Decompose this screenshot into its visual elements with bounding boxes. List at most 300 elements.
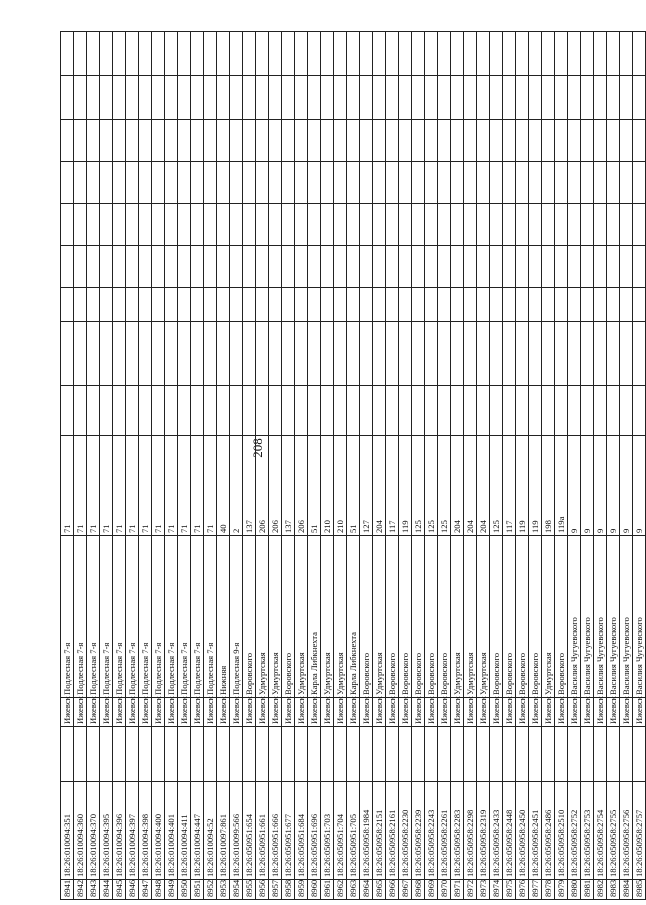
empty-cell — [204, 162, 217, 204]
row-number-cell: 8978 — [542, 880, 555, 900]
empty-cell — [334, 386, 347, 436]
blank-cell-cell: Ижевск — [633, 698, 646, 727]
empty-cell — [347, 204, 360, 246]
empty-cell — [191, 32, 204, 76]
empty-cell — [74, 32, 87, 76]
empty-cell — [230, 162, 243, 204]
house-number-cell: 137 — [282, 436, 295, 536]
row-number-cell: 8961 — [321, 880, 334, 900]
blank-cell-cell: Ижевск — [542, 698, 555, 727]
empty-cell — [555, 288, 568, 322]
empty-cell — [516, 727, 529, 782]
cadastral-number-cell: 18:26:050951:705 — [347, 782, 360, 880]
street-cell: Подлесная 7-я — [87, 536, 100, 698]
table-row — [373, 32, 386, 900]
cadastral-number-cell: 18:26:010094:360 — [74, 782, 87, 880]
empty-cell — [191, 386, 204, 436]
empty-cell — [87, 386, 100, 436]
empty-cell — [269, 727, 282, 782]
empty-cell — [139, 204, 152, 246]
empty-cell — [87, 120, 100, 162]
cadastral-number-cell: 18:26:010094:396 — [113, 782, 126, 880]
empty-cell — [334, 246, 347, 288]
house-number-cell: 206 — [256, 436, 269, 536]
row-number-cell: 8968 — [412, 880, 425, 900]
row-number-cell: 8945 — [113, 880, 126, 900]
table-row — [581, 32, 594, 900]
empty-cell — [412, 120, 425, 162]
house-number-cell: 2 — [230, 436, 243, 536]
empty-cell — [217, 727, 230, 782]
cadastral-number-cell: 18:26:010094:52 — [204, 782, 217, 880]
empty-cell — [360, 322, 373, 386]
empty-cell — [594, 76, 607, 120]
empty-cell — [568, 120, 581, 162]
street-cell: Удмуртская — [451, 536, 464, 698]
empty-cell — [633, 204, 646, 246]
cadastral-number-cell: 18:26:050951:684 — [295, 782, 308, 880]
empty-cell — [425, 120, 438, 162]
empty-cell — [334, 162, 347, 204]
empty-cell — [464, 246, 477, 288]
blank-cell-cell: Ижевск — [464, 698, 477, 727]
street-cell: Подлесная 7-я — [126, 536, 139, 698]
row-number-cell: 8967 — [399, 880, 412, 900]
cadastral-number-cell: 18:26:050958:2754 — [594, 782, 607, 880]
row-number-cell: 8975 — [503, 880, 516, 900]
empty-cell — [542, 162, 555, 204]
row-number-cell: 8976 — [516, 880, 529, 900]
empty-cell — [113, 204, 126, 246]
empty-cell — [360, 288, 373, 322]
empty-cell — [126, 322, 139, 386]
street-cell: Воровского — [438, 536, 451, 698]
table-row — [100, 32, 113, 900]
cadastral-number-cell: 18:26:050958:2752 — [568, 782, 581, 880]
empty-cell — [191, 120, 204, 162]
row-number-cell: 8947 — [139, 880, 152, 900]
empty-cell — [74, 204, 87, 246]
house-number-cell: 210 — [321, 436, 334, 536]
empty-cell — [542, 386, 555, 436]
empty-cell — [61, 120, 74, 162]
empty-cell — [581, 246, 594, 288]
table-row — [191, 32, 204, 900]
house-number-cell: 204 — [373, 436, 386, 536]
blank-cell-cell: Ижевск — [126, 698, 139, 727]
empty-cell — [542, 322, 555, 386]
table-row — [386, 32, 399, 900]
house-number-cell: 204 — [477, 436, 490, 536]
empty-cell — [633, 32, 646, 76]
empty-cell — [542, 727, 555, 782]
empty-cell — [620, 288, 633, 322]
empty-cell — [165, 120, 178, 162]
empty-cell — [295, 76, 308, 120]
empty-cell — [451, 386, 464, 436]
empty-cell — [87, 162, 100, 204]
empty-cell — [100, 322, 113, 386]
empty-cell — [373, 162, 386, 204]
empty-cell — [568, 204, 581, 246]
house-number-cell: 71 — [87, 436, 100, 536]
empty-cell — [126, 727, 139, 782]
row-number-cell: 8959 — [295, 880, 308, 900]
empty-cell — [386, 246, 399, 288]
empty-cell — [87, 32, 100, 76]
empty-cell — [516, 246, 529, 288]
empty-cell — [399, 727, 412, 782]
empty-cell — [191, 288, 204, 322]
empty-cell — [204, 246, 217, 288]
empty-cell — [347, 120, 360, 162]
table-row — [256, 32, 269, 900]
empty-cell — [321, 120, 334, 162]
empty-cell — [191, 246, 204, 288]
cadastral-number-cell: 18:26:050958:2261 — [438, 782, 451, 880]
rotated-page-content — [60, 32, 644, 900]
empty-cell — [386, 162, 399, 204]
empty-cell — [490, 162, 503, 204]
empty-cell — [490, 322, 503, 386]
empty-cell — [204, 32, 217, 76]
empty-cell — [399, 204, 412, 246]
row-number-cell: 8955 — [243, 880, 256, 900]
empty-cell — [152, 32, 165, 76]
empty-cell — [373, 386, 386, 436]
street-cell: Василия Чугуевского — [594, 536, 607, 698]
empty-cell — [412, 162, 425, 204]
cadastral-number-cell: 18:26:050958:2239 — [412, 782, 425, 880]
empty-cell — [425, 246, 438, 288]
cadastral-number-cell: 18:26:010097:861 — [217, 782, 230, 880]
street-cell: Удмуртская — [256, 536, 269, 698]
street-cell: Удмуртская — [334, 536, 347, 698]
empty-cell — [373, 288, 386, 322]
empty-cell — [451, 322, 464, 386]
empty-cell — [243, 162, 256, 204]
empty-cell — [607, 386, 620, 436]
cadastral-number-cell: 18:26:010099:566 — [230, 782, 243, 880]
empty-cell — [230, 386, 243, 436]
house-number-cell: 71 — [139, 436, 152, 536]
empty-cell — [204, 322, 217, 386]
empty-cell — [308, 288, 321, 322]
empty-cell — [581, 32, 594, 76]
street-cell: Подлесная 7-я — [74, 536, 87, 698]
row-number-cell: 8982 — [594, 880, 607, 900]
table-row — [178, 32, 191, 900]
blank-cell-cell: Ижевск — [74, 698, 87, 727]
empty-cell — [113, 120, 126, 162]
row-number-cell: 8971 — [451, 880, 464, 900]
empty-cell — [178, 162, 191, 204]
empty-cell — [152, 76, 165, 120]
empty-cell — [204, 288, 217, 322]
empty-cell — [178, 32, 191, 76]
cadastral-number-cell: 18:26:050958:2757 — [633, 782, 646, 880]
empty-cell — [217, 322, 230, 386]
row-number-cell: 8960 — [308, 880, 321, 900]
row-number-cell: 8970 — [438, 880, 451, 900]
table-row — [165, 32, 178, 900]
empty-cell — [542, 32, 555, 76]
row-number-cell: 8969 — [425, 880, 438, 900]
blank-cell-cell: Ижевск — [269, 698, 282, 727]
cadastral-number-cell: 18:26:050958:2753 — [581, 782, 594, 880]
empty-cell — [217, 76, 230, 120]
empty-cell — [204, 204, 217, 246]
empty-cell — [399, 32, 412, 76]
table-row — [217, 32, 230, 900]
house-number-cell: 137 — [243, 436, 256, 536]
empty-cell — [594, 727, 607, 782]
empty-cell — [217, 120, 230, 162]
empty-cell — [165, 727, 178, 782]
table-row — [477, 32, 490, 900]
empty-cell — [334, 120, 347, 162]
empty-cell — [139, 162, 152, 204]
blank-cell-cell: Ижевск — [61, 698, 74, 727]
empty-cell — [243, 246, 256, 288]
empty-cell — [243, 322, 256, 386]
empty-cell — [113, 288, 126, 322]
table-row — [490, 32, 503, 900]
empty-cell — [139, 120, 152, 162]
house-number-cell: 204 — [464, 436, 477, 536]
empty-cell — [217, 246, 230, 288]
empty-cell — [633, 246, 646, 288]
empty-cell — [412, 246, 425, 288]
house-number-cell: 125 — [438, 436, 451, 536]
empty-cell — [451, 246, 464, 288]
empty-cell — [61, 32, 74, 76]
row-number-cell: 8973 — [477, 880, 490, 900]
empty-cell — [425, 288, 438, 322]
empty-cell — [139, 727, 152, 782]
empty-cell — [594, 288, 607, 322]
empty-cell — [542, 246, 555, 288]
empty-cell — [516, 386, 529, 436]
empty-cell — [139, 386, 152, 436]
empty-cell — [503, 32, 516, 76]
table-row — [594, 32, 607, 900]
blank-cell-cell: Ижевск — [477, 698, 490, 727]
cadastral-number-cell: 18:26:050958:2298 — [464, 782, 477, 880]
house-number-cell: 9 — [594, 436, 607, 536]
empty-cell — [217, 288, 230, 322]
empty-cell — [451, 727, 464, 782]
row-number-cell: 8949 — [165, 880, 178, 900]
empty-cell — [100, 162, 113, 204]
cadastral-table — [60, 31, 646, 900]
empty-cell — [139, 76, 152, 120]
empty-cell — [594, 386, 607, 436]
blank-cell-cell: Ижевск — [178, 698, 191, 727]
table-row — [438, 32, 451, 900]
house-number-cell: 204 — [451, 436, 464, 536]
empty-cell — [438, 246, 451, 288]
blank-cell-cell: Ижевск — [152, 698, 165, 727]
blank-cell-cell: Ижевск — [308, 698, 321, 727]
row-number-cell: 8953 — [217, 880, 230, 900]
empty-cell — [503, 120, 516, 162]
cadastral-number-cell: 18:26:050951:677 — [282, 782, 295, 880]
empty-cell — [256, 204, 269, 246]
empty-cell — [412, 386, 425, 436]
blank-cell-cell: Ижевск — [503, 698, 516, 727]
house-number-cell: 71 — [165, 436, 178, 536]
blank-cell-cell: Ижевск — [360, 698, 373, 727]
blank-cell-cell: Ижевск — [217, 698, 230, 727]
table-row — [295, 32, 308, 900]
empty-cell — [334, 727, 347, 782]
empty-cell — [399, 386, 412, 436]
empty-cell — [100, 32, 113, 76]
empty-cell — [217, 162, 230, 204]
empty-cell — [87, 288, 100, 322]
blank-cell-cell: Ижевск — [295, 698, 308, 727]
empty-cell — [594, 204, 607, 246]
table-row — [542, 32, 555, 900]
street-cell: Подлесная 9-я — [230, 536, 243, 698]
empty-cell — [269, 32, 282, 76]
row-number-cell: 8985 — [633, 880, 646, 900]
empty-cell — [438, 76, 451, 120]
empty-cell — [204, 386, 217, 436]
row-number-cell: 8983 — [607, 880, 620, 900]
empty-cell — [321, 288, 334, 322]
empty-cell — [204, 120, 217, 162]
empty-cell — [230, 246, 243, 288]
cadastral-number-cell: 18:26:050958:2450 — [516, 782, 529, 880]
row-number-cell: 8946 — [126, 880, 139, 900]
empty-cell — [308, 76, 321, 120]
table-row — [451, 32, 464, 900]
empty-cell — [152, 162, 165, 204]
blank-cell-cell: Ижевск — [87, 698, 100, 727]
cadastral-number-cell: 18:26:010094:447 — [191, 782, 204, 880]
empty-cell — [386, 386, 399, 436]
empty-cell — [256, 162, 269, 204]
row-number-cell: 8943 — [87, 880, 100, 900]
empty-cell — [555, 322, 568, 386]
empty-cell — [477, 322, 490, 386]
blank-cell-cell: Ижевск — [399, 698, 412, 727]
empty-cell — [61, 162, 74, 204]
empty-cell — [620, 76, 633, 120]
empty-cell — [568, 76, 581, 120]
empty-cell — [529, 246, 542, 288]
empty-cell — [594, 246, 607, 288]
empty-cell — [230, 727, 243, 782]
table-row — [425, 32, 438, 900]
empty-cell — [87, 322, 100, 386]
row-number-cell: 8951 — [191, 880, 204, 900]
empty-cell — [282, 727, 295, 782]
table-row — [61, 32, 74, 900]
cadastral-number-cell: 18:26:050958:2756 — [620, 782, 633, 880]
empty-cell — [464, 204, 477, 246]
row-number-cell: 8974 — [490, 880, 503, 900]
empty-cell — [113, 386, 126, 436]
empty-cell — [204, 727, 217, 782]
table-row — [464, 32, 477, 900]
empty-cell — [425, 76, 438, 120]
empty-cell — [100, 204, 113, 246]
empty-cell — [61, 727, 74, 782]
blank-cell-cell: Ижевск — [451, 698, 464, 727]
blank-cell-cell: Ижевск — [425, 698, 438, 727]
street-cell: Подлесная 7-я — [61, 536, 74, 698]
table-row — [321, 32, 334, 900]
empty-cell — [347, 246, 360, 288]
empty-cell — [347, 386, 360, 436]
street-cell: Удмуртская — [373, 536, 386, 698]
empty-cell — [269, 288, 282, 322]
empty-cell — [477, 288, 490, 322]
empty-cell — [230, 204, 243, 246]
cadastral-number-cell: 18:26:050951:703 — [321, 782, 334, 880]
house-number-cell: 127 — [360, 436, 373, 536]
empty-cell — [256, 76, 269, 120]
street-cell: Василия Чугуевского — [581, 536, 594, 698]
empty-cell — [581, 727, 594, 782]
empty-cell — [581, 76, 594, 120]
empty-cell — [529, 727, 542, 782]
empty-cell — [74, 386, 87, 436]
cadastral-number-cell: 18:26:050951:661 — [256, 782, 269, 880]
empty-cell — [490, 386, 503, 436]
empty-cell — [490, 204, 503, 246]
empty-cell — [165, 204, 178, 246]
cadastral-number-cell: 18:26:050958:2151 — [373, 782, 386, 880]
house-number-cell: 125 — [490, 436, 503, 536]
empty-cell — [152, 204, 165, 246]
empty-cell — [61, 322, 74, 386]
blank-cell-cell: Ижевск — [490, 698, 503, 727]
empty-cell — [607, 32, 620, 76]
empty-cell — [594, 32, 607, 76]
empty-cell — [633, 162, 646, 204]
row-number-cell: 8944 — [100, 880, 113, 900]
table-row — [503, 32, 516, 900]
blank-cell-cell: Ижевск — [334, 698, 347, 727]
cadastral-number-cell: 18:26:050958:2755 — [607, 782, 620, 880]
empty-cell — [633, 727, 646, 782]
empty-cell — [100, 76, 113, 120]
empty-cell — [74, 162, 87, 204]
empty-cell — [61, 76, 74, 120]
empty-cell — [152, 322, 165, 386]
row-number-cell: 8977 — [529, 880, 542, 900]
empty-cell — [412, 727, 425, 782]
table-row — [308, 32, 321, 900]
row-number-cell: 8954 — [230, 880, 243, 900]
empty-cell — [529, 76, 542, 120]
empty-cell — [568, 727, 581, 782]
street-cell: Воровского — [503, 536, 516, 698]
empty-cell — [490, 32, 503, 76]
empty-cell — [152, 246, 165, 288]
empty-cell — [334, 204, 347, 246]
empty-cell — [386, 204, 399, 246]
empty-cell — [113, 322, 126, 386]
empty-cell — [230, 288, 243, 322]
empty-cell — [295, 322, 308, 386]
table-row — [412, 32, 425, 900]
empty-cell — [282, 162, 295, 204]
